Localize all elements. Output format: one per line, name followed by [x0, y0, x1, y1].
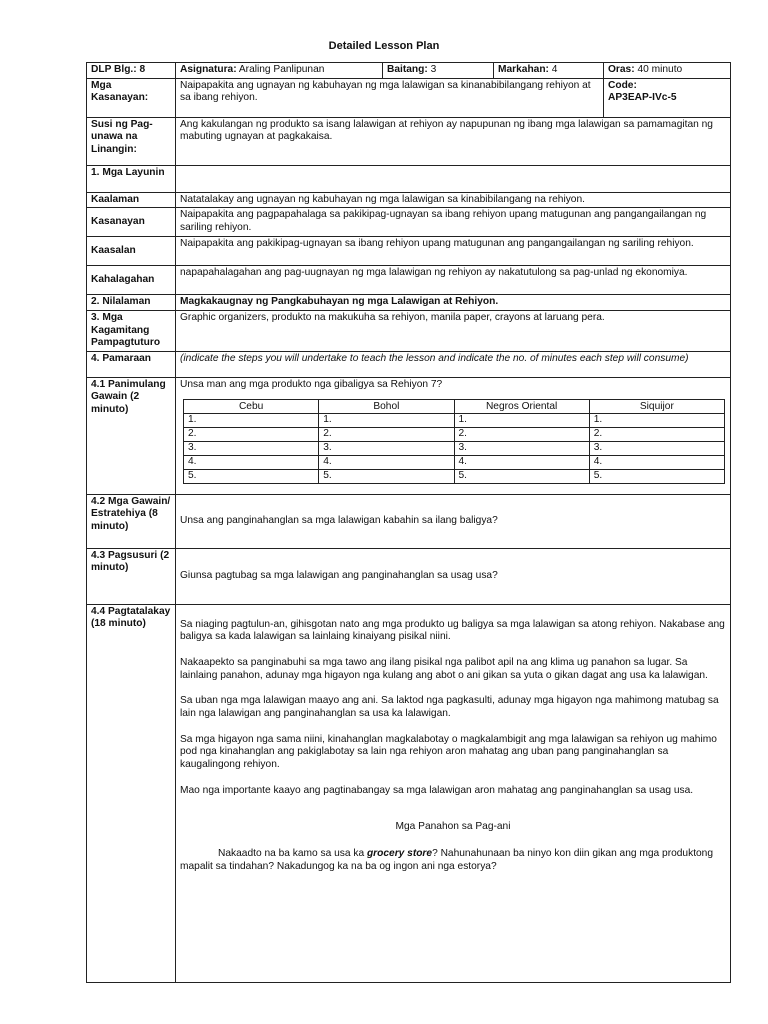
oras-cell: Oras: 40 minuto	[604, 63, 731, 79]
kahalagahan-text: napapahalagahan ang pag-uugnayan ng mga lalawigan ng rehiyon ay nakatutulong sa pag-unlad ng ekonomiya.	[176, 266, 731, 295]
table-row: 5. 5. 5. 5.	[184, 470, 725, 484]
panimulang-question: Unsa man ang mga produkto nga gibaligya sa Rehiyon 7?	[180, 378, 443, 390]
kaalaman-text: Natatalakay ang ugnayan ng kabuhayan ng mga lalawigan sa kinabibilangang na rehiyon.	[176, 192, 731, 208]
pagsusuri-row	[87, 548, 731, 604]
layunin-empty	[176, 165, 731, 192]
table-row: 3. 3. 3. 3.	[184, 442, 725, 456]
pagtatalakay-paragraph: Sa niaging pagtulun-an, gihisgotan nato ang mga produkto ug baligya sa mga lalawigan sa atong rehiyon. Nakabase ang baligya sa kada lalawigan sa lainlaing kinaiyang pisikal niini.	[180, 618, 725, 643]
pamaraan-row	[87, 351, 731, 377]
pagtatalakay-paragraph: Mao nga importante kaayo ang pagtinabangay sa mga lalawigan aron mahatag ang panginahanglan sa usag usa.	[180, 784, 694, 796]
pagtatalakay-paragraph-story: Nakaadto na ba kamo sa usa ka grocery store? Nahunahunaan ba ninyo kon diin gikan ang mga produktong mapalit sa tindahan? Nakadungog ka na ba og ingon ani nga estorya?	[180, 847, 714, 872]
pagtatalakay-label: 4.4 Pagtatalakay (18 minuto)	[87, 604, 176, 982]
baitang-cell: Baitang: 3	[383, 63, 494, 79]
lesson-plan-table	[86, 62, 731, 983]
kasanayan-objective-text: Naipapakita ang pagpapahalaga sa pakikipag-ugnayan sa ibang rehiyon upang matugunan ang pangangailangan ng sariling rehiyon.	[176, 208, 731, 237]
kaalaman-label: Kaalaman	[87, 192, 176, 208]
subheading: Mga Panahon sa Pag-ani	[395, 821, 511, 833]
table-row: 2. 2. 2. 2.	[184, 428, 725, 442]
asignatura-cell: Asignatura: Araling Panlipunan	[176, 63, 383, 79]
nilalaman-label: 2. Nilalaman	[87, 295, 176, 311]
kasanayan-objective-label: Kasanayan	[87, 208, 176, 237]
pagtatalakay-paragraph: Nakaapekto sa panginabuhi sa mga tawo ang ilang pisikal nga palibot apil na ang klima ug panahon sa lugar. Sa lainlaing panahon, adunay mga higayon nga kulang ang abot o ani gikan sa yuta o gikan dagat ang usa ka lalawigan.	[180, 657, 708, 681]
code-cell: Code: AP3EAP-IVc-5	[604, 78, 731, 117]
pamaraan-label: 4. Pamaraan	[87, 351, 176, 377]
products-table	[183, 399, 725, 484]
kahalagahan-label: Kahalagahan	[87, 266, 176, 295]
nilalaman-row	[87, 295, 731, 311]
kagamitan-text: Graphic organizers, produkto na makukuha sa rehiyon, manila paper, crayons at laruang pera.	[176, 310, 731, 351]
grocery-store-emphasis: grocery store	[366, 847, 433, 859]
panimulang-label: 4.1 Panimulang Gawain (2 minuto)	[87, 377, 176, 494]
panimulang-row	[87, 377, 731, 494]
markahan-cell: Markahan: 4	[494, 63, 604, 79]
layunin-label: 1. Mga Layunin	[87, 165, 176, 192]
table-row: 1. 1. 1. 1.	[184, 414, 725, 428]
susi-row	[87, 117, 731, 165]
panimulang-content	[176, 377, 731, 494]
column-cebu: Cebu	[184, 400, 319, 414]
dlp-number: DLP Blg.: 8	[87, 63, 176, 79]
kagamitan-row	[87, 310, 731, 351]
pagsusuri-label: 4.3 Pagsusuri (2 minuto)	[87, 548, 176, 604]
pagsusuri-text: Giunsa pagtubag sa mga lalawigan ang panginahanglan sa usag usa?	[176, 548, 731, 604]
kasanayan-objective-row	[87, 208, 731, 237]
layunin-row	[87, 165, 731, 192]
pagtatalakay-content	[176, 604, 731, 982]
kaasalan-row	[87, 237, 731, 266]
gawain-text: Unsa ang panginahanglan sa mga lalawigan kabahin sa ilang baligya?	[176, 494, 731, 548]
pagtatalakay-paragraph: Sa mga higayon nga sama niini, kinahanglan magkalabotay o magkalambigit ang mga lalawigan sa rehiyon ug mahimo pod nga kinahanglan ang pakiglabotay sa lain nga rehiyon aron mahatag ang uban pang panginahanglan sa kaugalingong rehiyon.	[180, 733, 717, 770]
pamaraan-text: (indicate the steps you will undertake to teach the lesson and indicate the no. of minutes each step will consume)	[176, 351, 731, 377]
kaasalan-text: Naipapakita ang pakikipag-ugnayan sa ibang rehiyon upang matugunan ang pangangailangan ng sariling rehiyon.	[176, 237, 731, 266]
kaasalan-label: Kaasalan	[87, 237, 176, 266]
kaalaman-row	[87, 192, 731, 208]
column-negros-oriental: Negros Oriental	[454, 400, 589, 414]
document-title: Detailed Lesson Plan	[328, 40, 440, 52]
pagtatalakay-paragraph: Sa uban nga mga lalawigan maayo ang ani. Sa laktod nga pagkasulti, adunay mga higayon nga mahimong matubag sa lain nga lalawigan ang panginahanglan sa usa ka lalawigan.	[180, 695, 719, 720]
kasanayan-row	[87, 78, 731, 117]
nilalaman-text: Magkakaugnay ng Pangkabuhayan ng mga Lalawigan at Rehiyon.	[176, 295, 731, 311]
kasanayan-label: Mga Kasanayan:	[87, 78, 176, 117]
column-bohol: Bohol	[319, 400, 454, 414]
gawain-label: 4.2 Mga Gawain/ Estratehiya (8 minuto)	[87, 494, 176, 548]
kagamitan-label: 3. Mga Kagamitang Pampagtuturo	[87, 310, 176, 351]
kahalagahan-row	[87, 266, 731, 295]
column-siquijor: Siquijor	[589, 400, 724, 414]
pagtatalakay-row	[87, 604, 731, 982]
gawain-row	[87, 494, 731, 548]
table-row: 4. 4. 4. 4.	[184, 456, 725, 470]
susi-label: Susi ng Pag-unawa na Linangin:	[87, 117, 176, 165]
susi-text: Ang kakulangan ng produkto sa isang lalawigan at rehiyon ay napupunan ng ibang mga lalawigan sa pamamagitan ng mabuting ugnayan at pagkakaisa.	[176, 117, 731, 165]
header-row	[87, 63, 731, 79]
kasanayan-text: Naipapakita ang ugnayan ng kabuhayan ng mga lalawigan sa kinanabibilangang rehiyon at sa ibang rehiyon.	[176, 78, 604, 117]
